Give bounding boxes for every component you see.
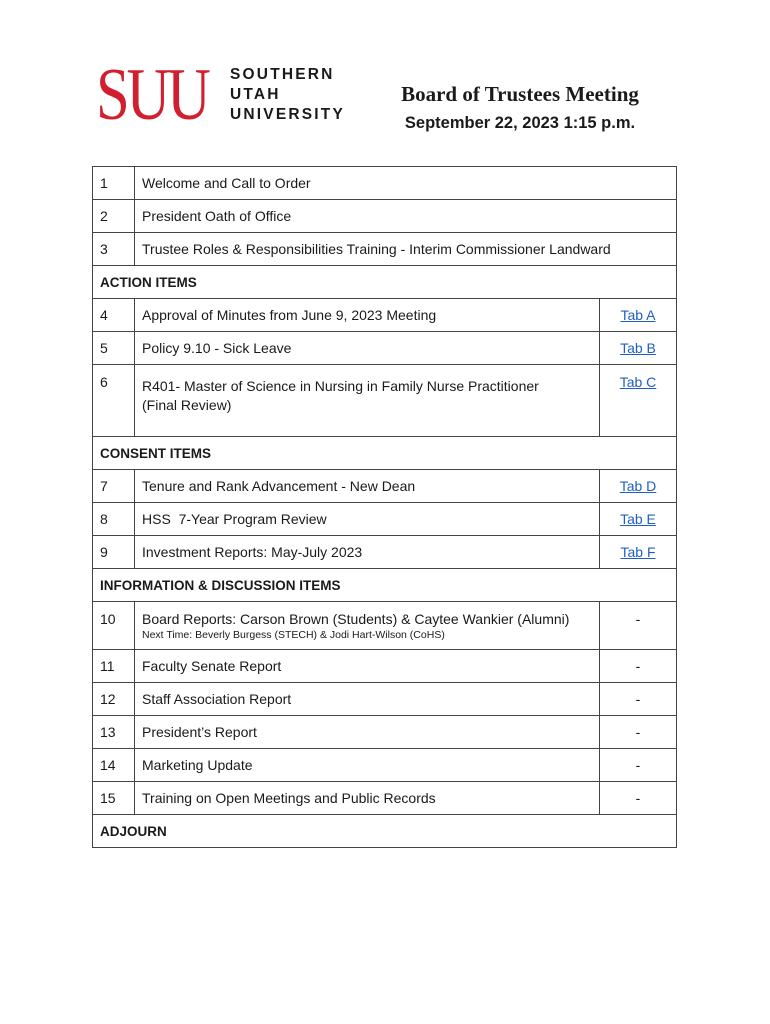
tab-link[interactable]: Tab B: [600, 332, 677, 365]
agenda-row: [93, 536, 677, 569]
agenda-row: [93, 365, 677, 437]
agenda-row: [93, 602, 677, 650]
item-number: 2: [93, 200, 135, 233]
item-text: Policy 9.10 - Sick Leave: [135, 332, 600, 365]
logo-wordmark: [230, 65, 345, 125]
agenda-row: [93, 470, 677, 503]
tab-placeholder: -: [600, 602, 677, 650]
logo-line-2: UTAH: [230, 86, 281, 103]
item-text: Tenure and Rank Advancement - New Dean: [135, 470, 600, 503]
section-heading-row: [93, 266, 677, 299]
tab-link[interactable]: Tab E: [600, 503, 677, 536]
page-title: Board of Trustees Meeting: [401, 82, 639, 106]
item-number: 3: [93, 233, 135, 266]
agenda-row: [93, 749, 677, 782]
agenda-row: [93, 200, 677, 233]
tab-placeholder: -: [600, 650, 677, 683]
item-text: Board Reports: Carson Brown (Students) & Caytee Wankier (Alumni): [142, 611, 570, 627]
agenda-row: [93, 167, 677, 200]
item-text-block: [135, 602, 600, 650]
item-text: Staff Association Report: [135, 683, 600, 716]
logo-line-1: SOUTHERN: [230, 66, 335, 83]
item-number: 11: [93, 650, 135, 683]
logo-mark: SUU: [96, 54, 208, 136]
agenda-row: [93, 782, 677, 815]
agenda-row: [93, 503, 677, 536]
tab-link[interactable]: Tab D: [600, 470, 677, 503]
item-text: Trustee Roles & Responsibilities Training - Interim Commissioner Landward: [135, 233, 677, 266]
item-number: 8: [93, 503, 135, 536]
agenda-row: [93, 683, 677, 716]
agenda-row: [93, 716, 677, 749]
item-number: 12: [93, 683, 135, 716]
item-number: 13: [93, 716, 135, 749]
item-number: 5: [93, 332, 135, 365]
item-text: HSS 7-Year Program Review: [135, 503, 600, 536]
section-heading: INFORMATION & DISCUSSION ITEMS: [93, 569, 677, 602]
meeting-date: September 22, 2023 1:15 p.m.: [404, 114, 636, 132]
item-text-line-2: (Final Review): [142, 397, 232, 413]
item-subtext: Next Time: Beverly Burgess (STECH) & Jodi Hart-Wilson (CoHS): [142, 629, 445, 641]
item-number: 1: [93, 167, 135, 200]
tab-link[interactable]: Tab F: [600, 536, 677, 569]
item-number: 14: [93, 749, 135, 782]
item-text: Approval of Minutes from June 9, 2023 Meeting: [135, 299, 600, 332]
item-text: Welcome and Call to Order: [135, 167, 677, 200]
tab-placeholder: -: [600, 716, 677, 749]
item-number: 10: [93, 602, 135, 650]
agenda-row: [93, 299, 677, 332]
agenda-row: [93, 332, 677, 365]
agenda-row: [93, 233, 677, 266]
adjourn-heading: ADJOURN: [93, 815, 677, 848]
item-number: 6: [93, 365, 135, 437]
item-number: 9: [93, 536, 135, 569]
item-text: Marketing Update: [135, 749, 600, 782]
item-text: R401- Master of Science in Nursing in Family Nurse Practitioner: [142, 378, 539, 394]
tab-link[interactable]: Tab A: [600, 299, 677, 332]
item-number: 7: [93, 470, 135, 503]
section-heading-row: [93, 815, 677, 848]
section-heading-row: [93, 569, 677, 602]
section-heading-row: [93, 437, 677, 470]
item-number: 4: [93, 299, 135, 332]
agenda-row: [93, 650, 677, 683]
item-text: Investment Reports: May-July 2023: [135, 536, 600, 569]
logo-line-3: UNIVERSITY: [230, 106, 346, 123]
tab-placeholder: -: [600, 683, 677, 716]
item-text: Faculty Senate Report: [135, 650, 600, 683]
item-number: 15: [93, 782, 135, 815]
item-text-block: [135, 365, 600, 437]
item-text: President Oath of Office: [135, 200, 677, 233]
section-heading: CONSENT ITEMS: [93, 437, 677, 470]
agenda-table: [92, 166, 677, 848]
item-text: President’s Report: [135, 716, 600, 749]
tab-link[interactable]: Tab C: [600, 365, 677, 437]
suu-logo: [96, 54, 346, 136]
item-text: Training on Open Meetings and Public Records: [135, 782, 600, 815]
section-heading: ACTION ITEMS: [93, 266, 677, 299]
tab-placeholder: -: [600, 782, 677, 815]
tab-placeholder: -: [600, 749, 677, 782]
